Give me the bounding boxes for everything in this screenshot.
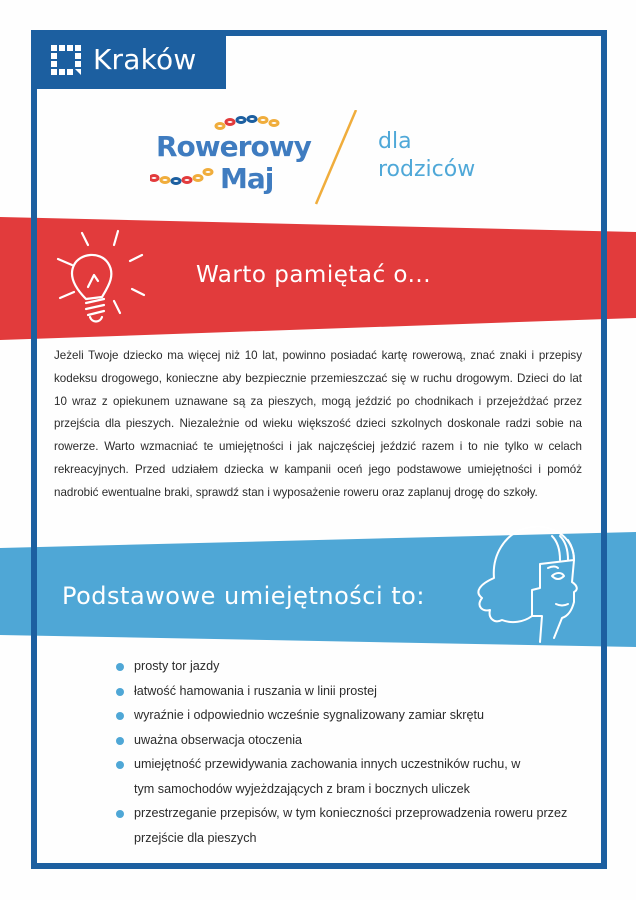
bullet-dot-icon (116, 712, 124, 720)
list-item: łatwość hamowania i ruszania w linii prostej (116, 679, 576, 704)
bullet-dot-icon (116, 761, 124, 769)
krakow-logo-text: Kraków (93, 43, 197, 76)
list-item: przestrzeganie przepisów, w tym konieczności przeprowadzenia roweru przez przejście dla pieszych (116, 801, 574, 850)
child-face-icon (470, 520, 590, 650)
campaign-logo-line2: Maj (220, 162, 274, 195)
krakow-emblem-icon (51, 45, 81, 75)
list-item: uważna obserwacja otoczenia (116, 728, 576, 753)
lightbulb-icon (50, 225, 160, 335)
section-title-remember: Warto pamiętać o... (196, 262, 432, 288)
bullet-dot-icon (116, 810, 124, 818)
audience-label: dla rodziców (378, 129, 476, 182)
list-item: prosty tor jazdy (116, 654, 576, 679)
bullet-dot-icon (116, 737, 124, 745)
bullet-dot-icon (116, 663, 124, 671)
section-title-skills: Podstawowe umiejętności to: (62, 582, 425, 610)
krakow-logo (31, 30, 226, 89)
list-item: wyraźnie i odpowiednio wcześnie sygnalizowany zamiar skrętu (116, 703, 576, 728)
campaign-logo-line1: Rowerowy (156, 130, 311, 163)
intro-paragraph: Jeżeli Twoje dziecko ma więcej niż 10 lat, powinno posiadać kartę rowerową, znać znaki i przepisy kodeksu drogowego, konieczne aby bezpiecznie przemieszczać się w ruchu drogowym. Dzieci do lat 10 wraz z opiekunem uznawane są za pieszych, mogą jeździć po chodnikach i przejeżdżać przez przejścia dla pieszych. Niezależnie od wieku większość dzieci szkolnych doskonale radzi sobie na rowerze. Warto wzmacniać te umiejętności i jak najczęściej jeździć razem i to nie tylko w celach rekreacyjnych. Przed udziałem dziecka w kampanii oceń jego podstawowe umiejętności i pomóż nadrobić ewentualne braki, sprawdź stan i wyposażenie roweru oraz zaplanuj drogę do szkoły. (54, 349, 582, 499)
list-item: umiejętność przewidywania zachowania innych uczestników ruchu, w tym samochodów wyjeżdzających z bram i bocznych uliczek (116, 752, 534, 801)
skills-list (116, 654, 576, 850)
bullet-dot-icon (116, 688, 124, 696)
